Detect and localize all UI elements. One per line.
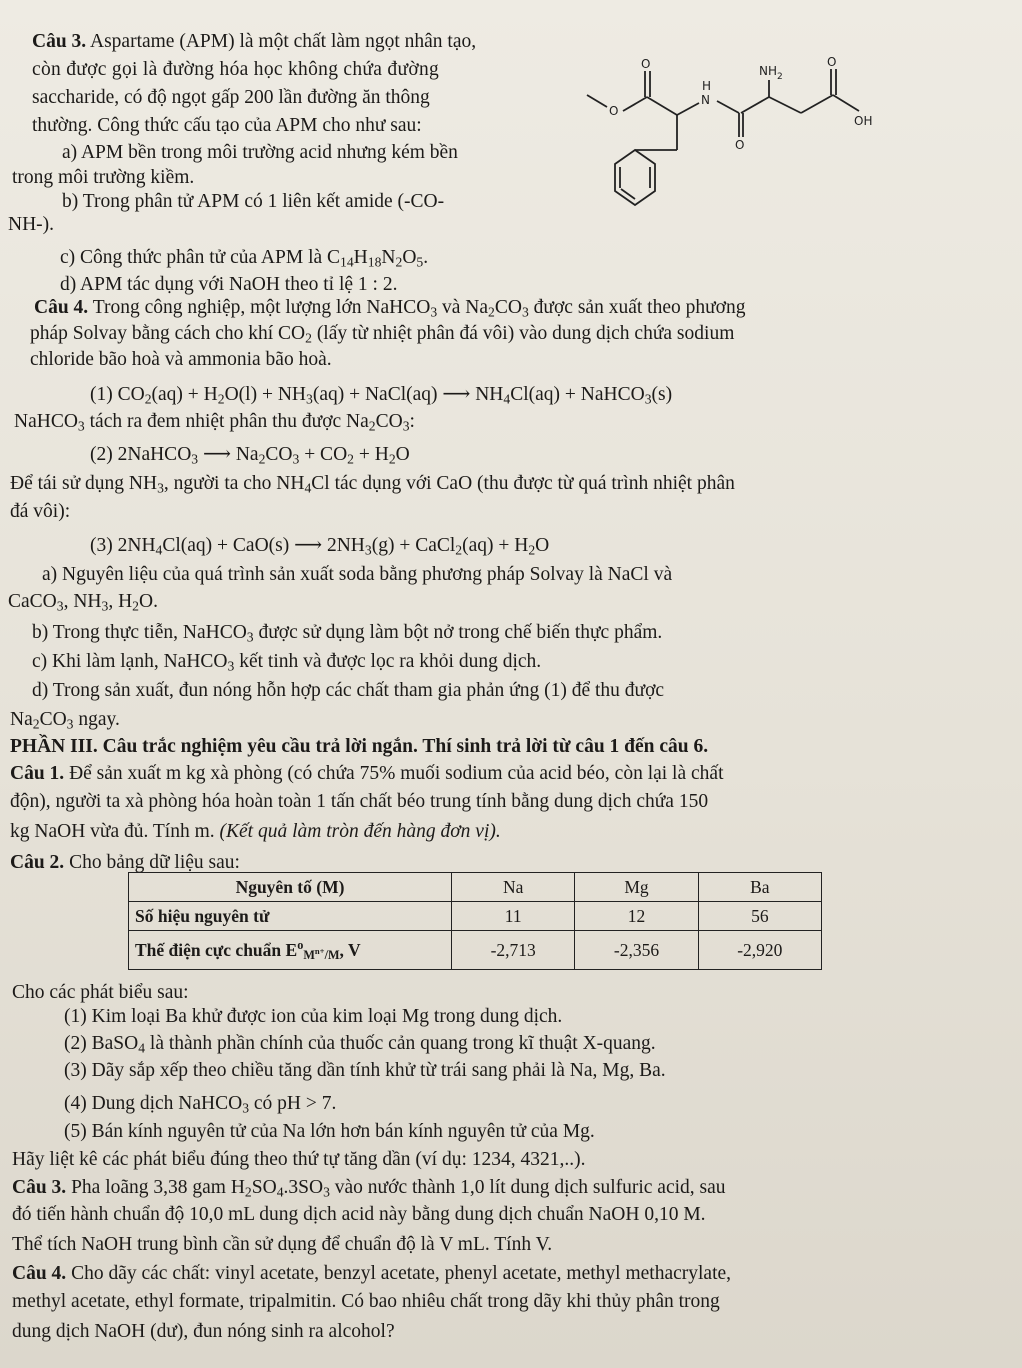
q3-statement-a-cont: trong môi trường kiềm. [12,167,195,188]
q4-line-1: Câu 4. Trong công nghiệp, một lượng lớn NaHCO$_3$ và $Na_2CO_3$ được sản xuất theo phương [34,297,746,320]
struct-label-n: N [701,93,710,107]
q3-statement-b-cont: NH-). [8,214,55,235]
q3-line-2: còn được gọi là đường hóa học không chứa đường [32,59,440,80]
struct-label-o2: O [609,104,619,118]
q3-heading: Câu 3. [32,31,87,52]
table-row [129,931,822,970]
p3-q4-line-1: Câu 4. Cho dãy các chất: vinyl acetate, benzyl acetate, phenyl acetate, methyl methacrylate, [12,1263,732,1284]
p3-q3-line-1: Câu 3. Pha loãng 3,38 gam $H_2SO_4.3SO_3$ vào nước thành 1,0 lít dung dịch sulfuric acid, sau [12,1177,726,1200]
q4-statement-d: d) Trong sản xuất, đun nóng hỗn hợp các chất tham gia phản ứng (1) để thu được [32,680,665,701]
q4-equation-1: (1) $CO_2(aq) + H_2O(l) + NH_3(aq)$ + NaCl(aq) ⟶ $NH_4Cl(aq)$ + NaHCO$_3$(s) [90,384,673,407]
q3-statement-b: b) Trong phân tử APM có 1 liên kết amide (-CO- [62,191,445,212]
part-3-heading: PHẦN III. Câu trắc nghiệm yêu cầu trả lời ngắn. Thí sinh trả lời từ câu 1 đến câu 6. [10,736,709,757]
table-row [129,902,822,931]
q4-line-6: Để tái sử dụng $NH_3$, người ta cho $NH_4Cl$ tác dụng với CaO (thu được từ quá trình nhiệt phân [10,473,735,496]
table-cell: -2,920 [698,931,821,970]
struct-label-oh: OH [854,114,873,128]
p3-q1-line-3: kg NaOH vừa đủ. Tính m. (Kết quả làm tròn đến hàng đơn vị). [10,821,501,842]
q4-statement-c: c) Khi làm lạnh, NaHCO$_3$ kết tinh và được lọc ra khỏi dung dịch. [32,651,542,674]
aspartame-structure-diagram [575,55,905,220]
p3-q1-heading: Câu 1. [10,763,65,784]
p3-q3-line-3: Thể tích NaOH trung bình cần sử dụng để chuẩn độ là V mL. Tính V. [12,1234,553,1255]
p3-q2-statement-1: (1) Kim loại Ba khử được ion của kim loại Mg trong dung dịch. [64,1006,563,1027]
q4-equation-3: (3) $2NH_4Cl(aq) + CaO(s)$ ⟶ $2NH_3(g)$ + CaCl$_2$(aq) + $H_2O$ [90,535,550,558]
table-cell: 56 [698,902,821,931]
q4-equation-2: (2) 2NaHCO$_3$ ⟶ $Na_2CO_3 + CO_2 + H_2O$ [90,444,410,467]
struct-label-nh2: $NH_2$ [759,64,783,82]
p3-q2-intro: Cho các phát biểu sau: [12,982,189,1003]
table-row [129,873,822,902]
p3-q1-line-1: Câu 1. Để sản xuất m kg xà phòng (có chứa 75% muối sodium của acid béo, còn lại là chất [10,763,724,784]
table-cell: 11 [452,902,575,931]
p3-q2-statement-5: (5) Bán kính nguyên tử của Na lớn hơn bán kính nguyên tử của Mg. [64,1121,595,1142]
q4-line-2: pháp Solvay bằng cách cho khí $CO_2$ (lấy từ nhiệt phân đá vôi) vào dung dịch chứa sodium [30,323,735,346]
table-cell: Ba [698,873,821,902]
q3-statement-a: a) APM bền trong môi trường acid nhưng kém bền [62,142,458,163]
table-cell: Nguyên tố (M) [129,873,452,902]
q4-heading: Câu 4. [34,297,89,318]
q3-statement-d: d) APM tác dụng với NaOH theo tỉ lệ 1 : 2. [60,274,398,295]
p3-q4-heading: Câu 4. [12,1263,67,1284]
q4-statement-a-cont: CaCO$_3$, $NH_3$, $H_2O$. [8,591,158,614]
p3-q2-statement-4: (4) Dung dịch NaHCO$_3$ có pH > 7. [64,1093,337,1116]
struct-label-h: H [702,79,712,93]
q4-statement-a: a) Nguyên liệu của quá trình sản xuất soda bằng phương pháp Solvay là NaCl và [42,564,673,585]
p3-q2-line-1: Câu 2. Cho bảng dữ liệu sau: [10,852,240,873]
p3-q2-heading: Câu 2. [10,852,65,873]
q4-statement-b: b) Trong thực tiễn, NaHCO$_3$ được sử dụng làm bột nở trong chế biến thực phẩm. [32,622,663,645]
q4-statement-d-cont: $Na_2CO_3$ ngay. [10,709,120,732]
table-cell: -2,713 [452,931,575,970]
q3-line-1: Câu 3. Aspartame (APM) là một chất làm ngọt nhân tạo, [32,31,477,52]
struct-label-o1: O [641,57,651,71]
p3-q3-heading: Câu 3. [12,1177,67,1198]
table-cell: Mg [575,873,698,902]
p3-q1-line-2: độn), người ta xà phòng hóa hoàn toàn 1 tấn chất béo trung tính bằng dung dịch chứa 150 [10,791,709,812]
p3-q2-statement-3: (3) Dãy sắp xếp theo chiều tăng dần tính khử từ trái sang phải là Na, Mg, Ba. [64,1060,666,1081]
p3-q2-statement-2: (2) BaSO$_4$ là thành phần chính của thuốc cản quang trong kĩ thuật X-quang. [64,1033,656,1056]
q3-statement-c: c) Công thức phân tử của APM là $C_{14}H_{18}N_2O_5$. [60,247,429,270]
p3-q4-line-3: dung dịch NaOH (dư), đun nóng sinh ra alcohol? [12,1321,395,1342]
p3-q2-question: Hãy liệt kê các phát biểu đúng theo thứ tự tăng dần (ví dụ: 1234, 4321,..). [12,1149,586,1170]
q4-line-7: đá vôi): [10,501,71,522]
table-cell: Na [452,873,575,902]
q3-line-3: saccharide, có độ ngọt gấp 200 lần đường ăn thông [32,87,430,108]
q3-line-4: thường. Công thức cấu tạo của APM cho như sau: [32,115,422,136]
table-cell: -2,356 [575,931,698,970]
struct-label-o4: O [827,55,837,69]
table-cell: 12 [575,902,698,931]
element-data-table [128,872,822,970]
q4-line-3: chloride bão hoà và ammonia bão hoà. [30,349,332,370]
q4-line-5: NaHCO$_3$ tách ra đem nhiệt phân thu được $Na_2CO_3$: [14,411,415,434]
p3-q4-line-2: methyl acetate, ethyl formate, tripalmitin. Có bao nhiêu chất trong dãy khi thủy phân trong [12,1291,720,1312]
table-cell: Thế điện cực chuẩn $E^o_{M^{n+}/M}$, V [129,931,452,970]
p3-q3-line-2: đó tiến hành chuẩn độ 10,0 mL dung dịch acid này bằng dung dịch chuẩn NaOH 0,10 M. [12,1204,706,1225]
struct-label-o3: O [735,138,745,152]
table-cell: Số hiệu nguyên tử [129,902,452,931]
